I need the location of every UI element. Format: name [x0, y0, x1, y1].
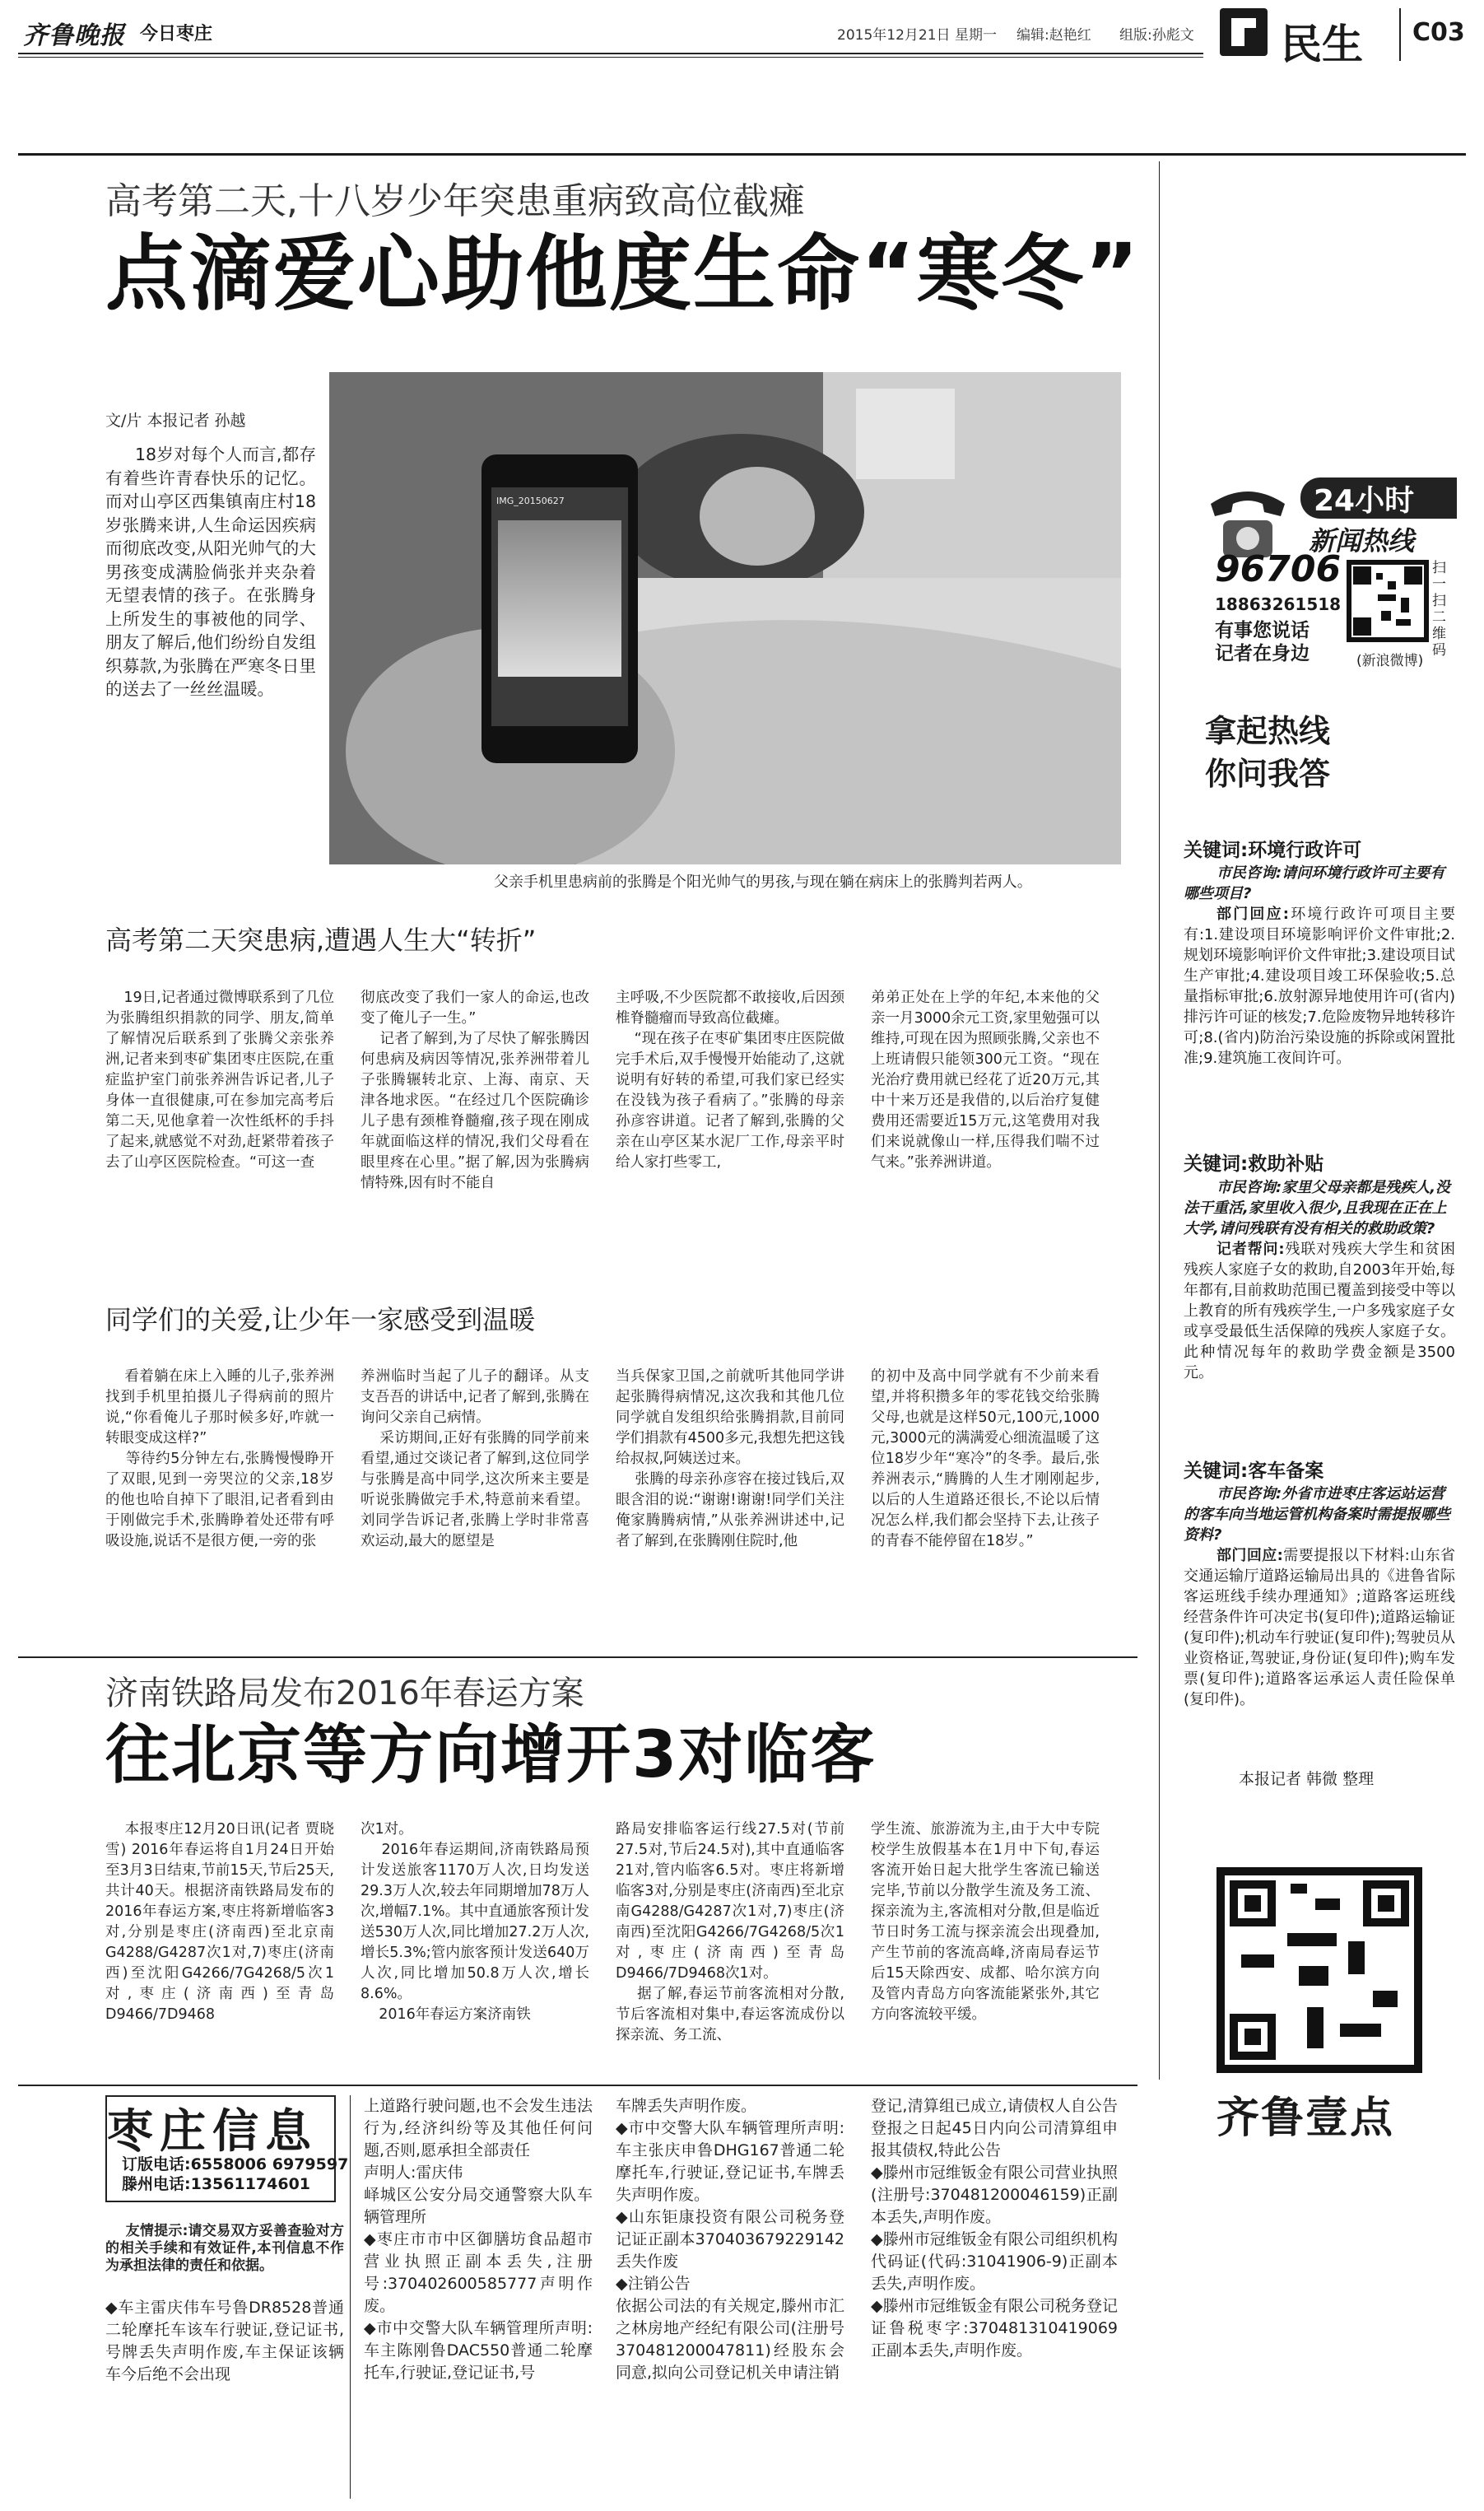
- sidebar-keyword-2: 关键词:救助补贴: [1184, 1153, 1324, 1175]
- photo-caption: 父亲手机里患病前的张腾是个阳光帅气的男孩,与现在躺在病床上的张腾判若两人。: [494, 873, 1032, 891]
- qr-code: [1347, 560, 1429, 642]
- story2-col3: 路局安排临客运行线27.5对(节前27.5对,节后24.5对),其中直通临客21对,管内临客6.5对。枣庄将新增临客3对,分别是枣庄(济南西)至北京南G4288/G4287次1对,7)枣庄(济南西)至沈阳G4266/7G4268/5次1对,枣庄(济南西)至青岛D9466/7D9468次1对。 据了解,春运节前客流相对分散,节后客流相对集中,春运客流成份以探亲流、务工流、: [616, 1821, 844, 2043]
- story2-col2: 次1对。 2016年春运期间,济南铁路局预计发送旅客1170万人次,日均发送29.3万人次,较去年同期增加78万人次,增幅7.1%。其中直通旅客预计发送530万人次,同比增加27.2万人次,增长5.3%;管内旅客预计发送640万人次,同比增加50.8万人次,增长8.6%。 2016年春运方案济南铁: [361, 1821, 589, 2023]
- story2-kicker: 济南铁路局发布2016年春运方案: [105, 1675, 584, 1712]
- info-col-rule: [350, 2095, 351, 2499]
- story1-section2-col2: 养洲临时当起了儿子的翻译。从支支吾吾的讲话中,记者了解到,张腾在询问父亲自己病情。 采访期间,正好有张腾的同学前来看望,通过交谈记者了解到,这位同学与张腾是高中同学,这次所来主要是听说张腾做完手术,特意前来看望。刘同学告诉记者,张腾上学时非常喜欢运动,最大的愿望是: [361, 1368, 589, 1549]
- info-phone-2: 滕州电话:13561174601: [122, 2175, 311, 2193]
- question-label: 市民咨询:: [1217, 864, 1282, 882]
- question-label: 市民咨询:: [1217, 1485, 1282, 1502]
- section-divider: [1399, 8, 1401, 61]
- info-notice: 友情提示:请交易双方妥善查验对方的相关手续和有效证件,本刊信息不作为承担法律的责任和依据。: [105, 2223, 344, 2274]
- app-qr-code: [1217, 1867, 1422, 2073]
- story1-section2-col4: 的初中及高中同学就有不少前来看望,并将积攒多年的零花钱交给张腾父母,也就是这样50元,100元,1000元,3000元的满满爱心细流温暖了这位18岁少年“寒冷”的冬季。最后,张养洲表示,“腾腾的人生才刚刚起步,以后的人生道路还很长,不论以后情况怎么样,我们都会坚持下去,让孩子的青春不能停留在18岁。”: [871, 1368, 1100, 1549]
- hotline-slogan: 有事您说话 记者在身边: [1215, 620, 1310, 664]
- question-label: 市民咨询:: [1217, 1179, 1282, 1196]
- info-divider: [18, 2085, 1137, 2086]
- phone-screen: [491, 487, 628, 726]
- editor-credit: 编辑:赵艳红: [1016, 27, 1091, 44]
- story2-col1: 本报枣庄12月20日讯(记者 贾晓雪) 2016年春运将自1月24日开始至3月3日结束,节前15天,节后25天,共计40天。根据济南铁路局发布的2016年春运方案,枣庄将新增临客3对,分别是枣庄(济南西)至北京南G4288/G4287次1对,7)枣庄(济南西)至沈阳G4266/7G4268/5次1对,枣庄(济南西)至青岛D9466/7D9468: [105, 1821, 334, 2023]
- story1-subhead-2: 同学们的关爱,让少年一家感受到温暖: [105, 1304, 536, 1335]
- app-logo: 齐鲁壹点: [1217, 2094, 1395, 2143]
- question-text: 请问环境行政许可主要有哪些项目?: [1184, 864, 1445, 902]
- sidebar-qa-3: [1184, 1484, 1455, 1710]
- news-photo: [329, 372, 1121, 864]
- qr-note: 扫一扫二维码: [1432, 560, 1446, 659]
- sidebar-qa-2: [1184, 1177, 1455, 1383]
- photo-in-phone: [498, 520, 621, 677]
- story1-lead: 18岁对每个人而言,都存有着些许青春快乐的记忆。而对山亭区西集镇南庄村18岁张腾来讲,人生命运因疾病而彻底改变,从阳光帅气的大男孩变成满脸倘张并夹杂着无望表情的孩子。在张腾身上所发生的事被他的同学、朋友了解后,他们纷纷自发组织募款,为张腾在严寒冬日里的送去了一丝丝温暖。: [105, 445, 316, 699]
- story-divider: [18, 1656, 1137, 1658]
- section-name: 民生: [1281, 21, 1363, 68]
- story2-col4: 学生流、旅游流为主,由于大中专院校学生放假基本在1月中下旬,春运客流开始日起大批学生客流已输送完毕,节前以分散学生流及务工流、探亲流为主,客流相对分散,但是临近节日时务工流与探亲流会出现叠加,产生节前的客流高峰,济南局春运节后15天除西安、成都、哈尔滨方向及管内青岛方向客流能紧张外,其它方向客流较平缓。: [871, 1821, 1100, 2023]
- issue-weekday: 星期一: [955, 27, 997, 44]
- phone-image: [481, 454, 638, 763]
- info-title: 枣庄信息: [107, 2105, 318, 2159]
- sidebar-rule: [1159, 161, 1160, 2080]
- info-col1: ◆车主雷庆伟车号鲁DR8528普通二轮摩托车该车行驶证,登记证书,号牌丢失声明作废,车主保证该辆车今后绝不会出现: [105, 2299, 344, 2383]
- question-text: 家里父母亲都是残疾人,没法干重活,家里收入很少,且我现在正在上大学,请问残联有没有相关的救助政策?: [1184, 1179, 1451, 1237]
- section-icon: [1220, 8, 1268, 56]
- info-phone-1: 订版电话:6558006 6979597: [122, 2155, 349, 2173]
- hotline-mobile: 18863261518: [1215, 594, 1342, 614]
- answer-label: 部门回应:: [1217, 906, 1289, 923]
- answer-label: 记者帮问:: [1217, 1241, 1285, 1258]
- layout-credit: 组版:孙彪文: [1119, 27, 1194, 44]
- story1-subhead-1: 高考第二天突患病,遭遇人生大“转折”: [105, 925, 537, 956]
- story1-section2-col3: 当兵保家卫国,之前就听其他同学讲起张腾得病情况,这次我和其他几位同学就自发组织给张腾捐款,目前同学们捐款有4500多元,我想先把这钱给叔叔,阿姨送过来。 张腾的母亲孙彦容在接过钱后,双眼含泪的说:“谢谢!谢谢!同学们关注俺家腾腾病情,”从张养洲讲述中,记者了解到,在张腾刚住院时,他: [616, 1368, 844, 1549]
- edition-name: 今日枣庄: [140, 24, 213, 44]
- newspaper-brand: 齐鲁晚报: [23, 21, 125, 50]
- story1-headline: 点滴爱心助他度生命“寒冬”: [105, 226, 1141, 322]
- header-rule-thin: [18, 57, 1203, 58]
- answer-text: 需要提报以下材料:山东省交通运输厅道路运输局出具的《进鲁省际客运班线手续办理通知》;道路客运班线经营条件许可决定书(复印件);道路运输证(复印件);机动车行驶证(复印件);驾驶员从业资格证,驾驶证,身份证(复印件);购车发票(复印件);道路客运承运人责任险保单(复印件)。: [1184, 1547, 1455, 1708]
- sidebar-keyword-1: 关键词:环境行政许可: [1184, 840, 1362, 861]
- header-rule: [18, 53, 1203, 54]
- weibo-note: (新浪微博): [1356, 653, 1424, 669]
- info-col4: 登记,清算组已成立,请债权人自公告登报之日起45日内向公司清算组申报其债权,特此公告 ◆滕州市冠维钣金有限公司营业执照(注册号:370481200046159)正副本丢失,声明作废。 ◆滕州市冠维钣金有限公司组织机构代码证(代码:31041906-9)正副本丢失,声明作废。 ◆滕州市冠维钣金有限公司税务登记证鲁税枣字:370481310419069正副本丢失,声明作废。: [871, 2097, 1118, 2360]
- answer-label: 部门回应:: [1217, 1547, 1283, 1564]
- hotline-subtitle: 新闻热线: [1309, 525, 1415, 557]
- story1-kicker: 高考第二天,十八岁少年突患重病致高位截瘫: [105, 180, 805, 222]
- info-col2: 上道路行驶问题,也不会发生违法行为,经济纠纷等及其他任何问题,否则,愿承担全部责任 声明人:雷庆伟 峄城区公安分局交通警察大队车辆管理所 ◆枣庄市市中区御膳坊食品超市营业执照正副本丢失,注册号:370402600585777声明作废。 ◆市中交警大队车辆管理所声明:车主陈刚鲁DAC550普通二轮摩托车,行驶证,登记证书,号: [364, 2097, 593, 2382]
- story1-section1-col3: 主呼吸,不少医院都不敢接收,后因颈椎脊髓瘤而导致高位截瘫。 “现在孩子在枣矿集团枣庄医院做完手术后,双手慢慢开始能动了,这就说明有好转的希望,可我们家已经实在没钱为孩子看病了。”张腾的母亲孙彦容讲道。记者了解到,张腾的父亲在山亭区某水泥厂工作,母亲平时给人家打些零工,: [616, 990, 844, 1171]
- story1-section2-col1: 看着躺在床上入睡的儿子,张养洲找到手机里拍摄儿子得病前的照片说,“你看俺儿子那时候多好,咋就一转眼变成这样?” 等待约5分钟左右,张腾慢慢睁开了双眼,见到一旁哭泣的父亲,18岁的他也哈自掉下了眼泪,记者看到由于刚做完手术,张腾睁着处还带有呼吸设施,说话不是很方便,一旁的张: [105, 1368, 334, 1549]
- sidebar-qa-1: [1184, 863, 1455, 1069]
- story1-section1-col2: 彻底改变了我们一家人的命运,也改变了俺儿子一生。” 记者了解到,为了尽快了解张腾因何患病及病因等情况,张养洲带着儿子张腾辗转北京、上海、南京、天津各地求医。“在经过几个医院确诊儿子患有颈椎脊髓瘤,孩子现在刚成年就面临这样的情况,我们父母看在眼里疼在心里。”据了解,因为张腾病情特殊,因有时不能自: [361, 990, 589, 1191]
- issue-date: 2015年12月21日: [837, 27, 951, 44]
- hotline-number: 96706: [1215, 548, 1342, 590]
- sidebar-keyword-3: 关键词:客车备案: [1184, 1460, 1324, 1482]
- answer-text: 残联对残疾大学生和贫困残疾人家庭子女的救助,自2003年开始,每年都有,目前救助范围已覆盖到接受中等以上教育的所有残疾学生,一户多残家庭子女或享受最低生活保障的残疾人家庭子女。此种情况每年的救助学费金额是3500元。: [1184, 1241, 1456, 1381]
- info-col3: 车牌丢失声明作废。 ◆市中交警大队车辆管理所声明:车主张庆申鲁DHG167普通二轮摩托车,行驶证,登记证书,车牌丢失声明作废。 ◆山东钜康投资有限公司税务登记证正副本370403679229142丢失作废 ◆注销公告 依据公司法的有关规定,滕州市汇之林房地产经纪有限公司(注册号370481200047811)经股东会同意,拟向公司登记机关申请注销: [616, 2097, 844, 2382]
- story2-headline: 往北京等方向增开3对临客: [105, 1718, 877, 1792]
- story1-byline: 文/片 本报记者 孙越: [105, 412, 246, 430]
- story1-section1-col4: 弟弟正处在上学的年纪,本来他的父亲一月3000余元工资,家里勉强可以维持,可现在因为照顾张腾,父亲也不上班请假只能领300元工资。“现在光治疗费用就已经花了近20万元,其中十来万还是我借的,以后治疗复健费用还需要近15万元,这笔费用对我们来说就像山一样,压得我们喘不过气来。”张养洲讲道。: [871, 990, 1100, 1171]
- hotline-title: 24小时: [1314, 484, 1415, 518]
- top-rule: [18, 153, 1466, 156]
- sidebar-title: 拿起热线 你问我答: [1205, 713, 1331, 792]
- phone-screen-label: IMG_20150627: [496, 496, 565, 506]
- page-number: C03: [1412, 18, 1465, 47]
- story1-section1-col1: 19日,记者通过微博联系到了几位为张腾组织捐款的同学、朋友,简单了解情况后联系到了张腾父亲张养洲,记者来到枣矿集团枣庄医院,在重症监护室门前张养洲告诉记者,儿子身体一直很健康,可在参加完高考后第二天,见他拿着一次性纸杯的手抖了起来,就感觉不对劲,赶紧带着孩子去了山亭区医院检查。“可这一查: [105, 990, 334, 1171]
- sidebar-credit: 本报记者 韩微 整理: [1239, 1770, 1375, 1788]
- answer-text: 环境行政许可项目主要有:1.建设项目环境影响评价文件审批;2.规划环境影响评价文件审批;3.建设项目试生产审批;4.建设项目竣工环保验收;5.总量指标审批;6.放射源异地使用许可(省内)排污许可证的核发;7.危险废物异地转移许可;8.(省内)防治污染设施的拆除或闲置批准;9.建筑施工夜间许可。: [1184, 906, 1455, 1067]
- question-text: 外省市进枣庄客运站运营的客车向当地运管机构备案时需提报哪些资料?: [1184, 1485, 1450, 1544]
